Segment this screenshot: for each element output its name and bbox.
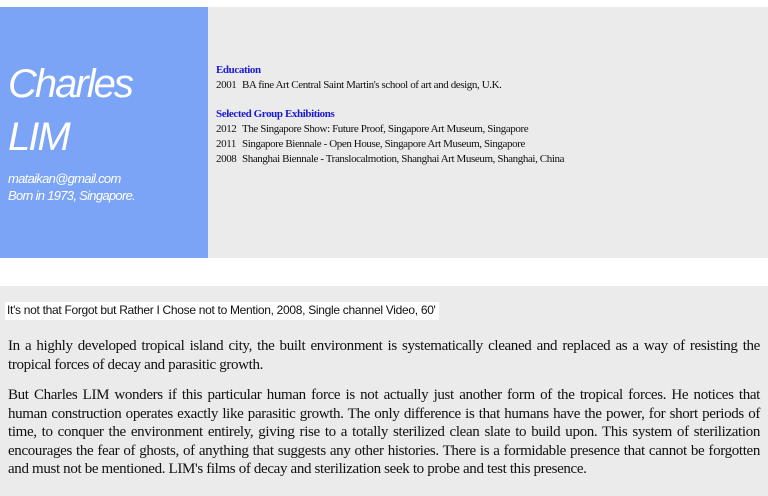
description-paragraph: In a highly developed tropical island city, the built environment is systematically cleaned and replaced as a way of resisting the tropical forces of decay and parasitic growth.	[8, 338, 760, 373]
artist-last-name: LIM	[8, 115, 69, 159]
artist-panel	[0, 7, 208, 258]
description-paragraph: But Charles LIM wonders if this particular human force is not actually just another form of the tropical forces. He notices that human construction operates exactly like parasitic growth. The only difference is that humans have the power, for short periods of time, to conquer the environment entirely, giving rise to a totally sterilized clean slate to build upon. This system of sterilization encourages the fear of ghosts, of anything that suggests any other histories. There is a formidable presence that cannot be forgotten and must not be mentioned. LIM's films of decay and sterilization seek to probe and test this presence.	[8, 387, 760, 477]
education-entry	[216, 78, 761, 93]
artist-birth: Born in 1973, Singapore.	[8, 188, 136, 203]
education-heading: Education	[216, 64, 261, 76]
exhibition-entry	[216, 152, 761, 167]
exhibition-text: Singapore Biennale - Open House, Singapore Art Museum, Singapore	[242, 138, 525, 150]
exhibition-year: 2008	[216, 153, 237, 165]
education-year: 2001	[216, 79, 237, 91]
cv-section	[216, 63, 761, 167]
exhibition-year: 2011	[216, 138, 236, 150]
artist-first-name: Charles	[8, 62, 132, 106]
exhibition-entry	[216, 122, 761, 137]
work-description	[8, 337, 760, 491]
artist-email[interactable]: mataikan@gmail.com	[8, 171, 121, 186]
exhibition-text: Shanghai Biennale - Translocalmotion, Shanghai Art Museum, Shanghai, China	[242, 153, 565, 165]
artist-contact	[8, 170, 135, 204]
exhibition-entry	[216, 137, 761, 152]
education-text: BA fine Art Central Saint Martin's school of art and design, U.K.	[242, 79, 502, 91]
exhibitions-heading: Selected Group Exhibitions	[216, 108, 335, 120]
exhibition-year: 2012	[216, 123, 237, 135]
work-title: It's not that Forgot but Rather I Chose not to Mention, 2008, Single channel Video, 60'	[5, 302, 439, 320]
exhibition-text: The Singapore Show: Future Proof, Singapore Art Museum, Singapore	[242, 123, 529, 135]
